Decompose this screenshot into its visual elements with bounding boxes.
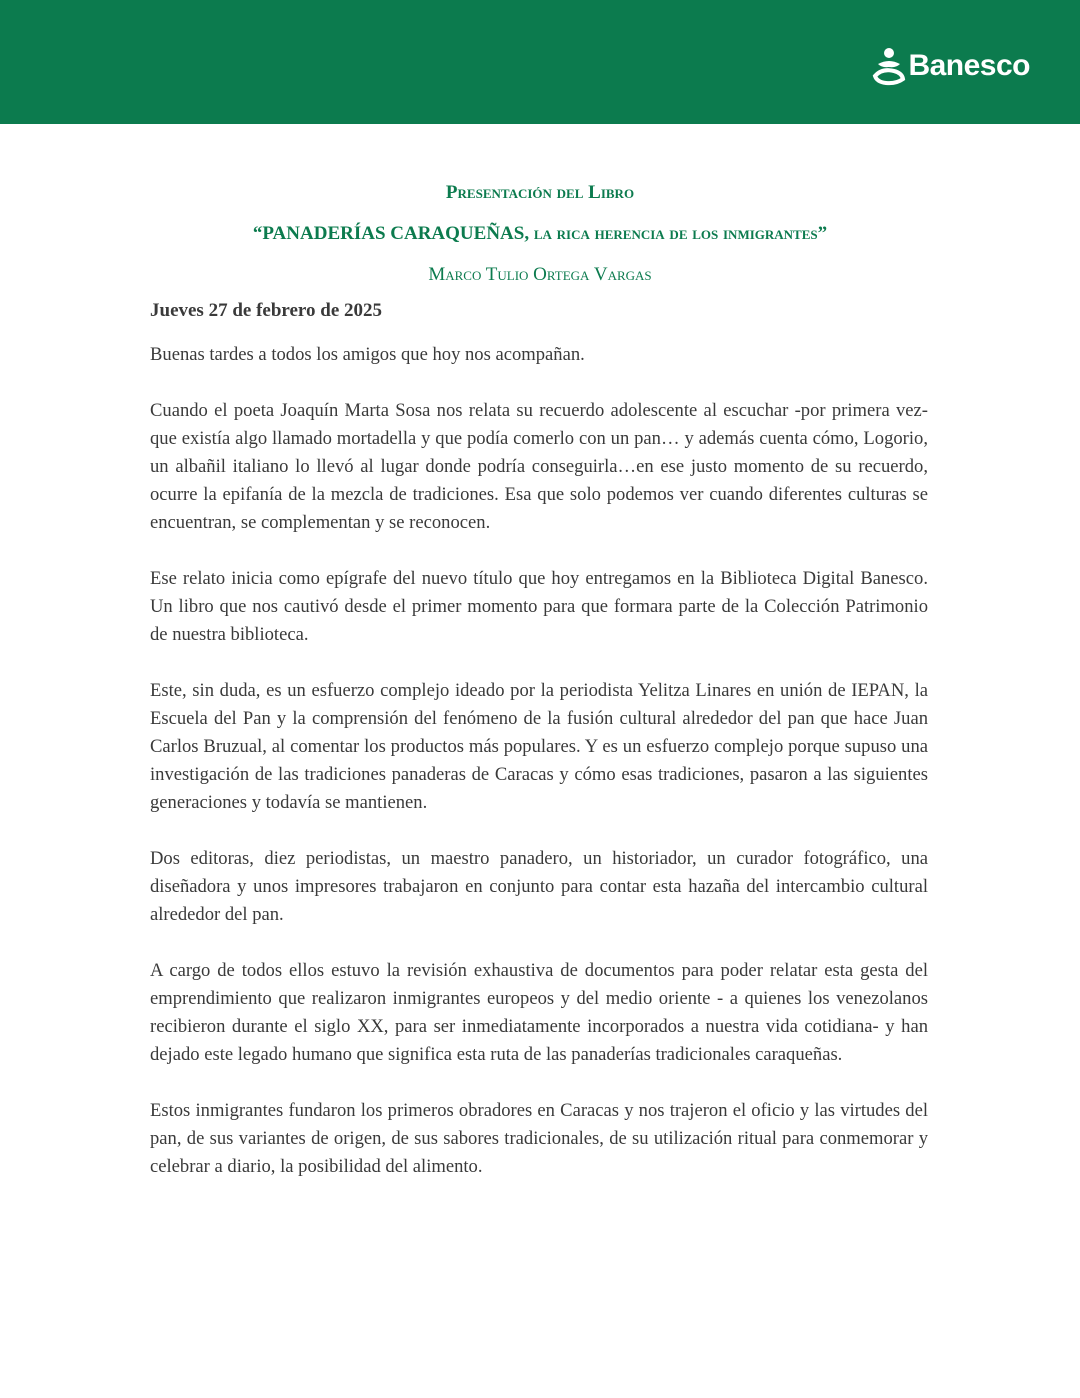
paragraph: Este, sin duda, es un esfuerzo complejo ideado por la periodista Yelitza Linares en unión de IEPAN, la Escuela del Pan y la comprensión del fenómeno de la fusión cultural alrededor del pan que hace Juan Carlos Bruzual, al comentar los productos más populares. Y es un esfuerzo complejo porque supuso una investigación de las tradiciones panaderas de Caracas y cómo esas tradiciones, pasaron a las siguientes generaciones y todavía se mantienen.: [150, 680, 928, 813]
paragraph: Ese relato inicia como epígrafe del nuevo título que hoy entregamos en la Biblioteca Digital Banesco. Un libro que nos cautivó desde el primer momento para que formara parte de la Colección Patrimonio de nuestra biblioteca.: [150, 568, 928, 645]
brand-logo: [872, 46, 1030, 86]
paragraph: Dos editoras, diez periodistas, un maestro panadero, un historiador, un curador fotográfico, una diseñadora y unos impresores trabajaron en conjunto para contar esta hazaña del intercambio cultural alrededor del pan.: [150, 848, 928, 925]
title-author: Marco Tulio Ortega Vargas: [428, 264, 652, 285]
title-book: “PANADERÍAS CARAQUEÑAS, la rica herencia de los inmigrantes”: [252, 223, 828, 244]
paragraph: A cargo de todos ellos estuvo la revisión exhaustiva de documentos para poder relatar esta gesta del emprendimiento que realizaron inmigrantes europeos y del medio oriente - a quienes los venezolanos recibieron durante el siglo XX, para ser inmediatamente incorporados a nuestra vida cotidiana- y han dejado este legado humano que significa esta ruta de las panaderías tradicionales caraqueñas.: [150, 960, 928, 1065]
paragraph: Estos inmigrantes fundaron los primeros obradores en Caracas y nos trajeron el oficio y las virtudes del pan, de sus variantes de origen, de sus sabores tradicionales, de su utilización ritual para conmemorar y celebrar a diario, la posibilidad del alimento.: [150, 1100, 928, 1177]
document-body: [150, 297, 928, 1209]
paragraph: Cuando el poeta Joaquín Marta Sosa nos relata su recuerdo adolescente al escuchar -por primera vez- que existía algo llamado mortadella y que podía comerlo con un pan… y además cuenta cómo, Logorio, un albañil italiano lo llevó al lugar donde podría conseguirla…en ese justo momento de su recuerdo, ocurre la epifanía de la mezcla de tradiciones. Esa que solo podemos ver cuando diferentes culturas se encuentran, se complementan y se reconocen.: [150, 400, 928, 533]
document-date: Jueves 27 de febrero de 2025: [150, 300, 383, 321]
paragraph: Buenas tardes a todos los amigos que hoy nos acompañan.: [150, 344, 585, 365]
banesco-figure-icon: [872, 46, 908, 86]
title-presentation: Presentación del Libro: [445, 182, 635, 203]
header-bar: [0, 0, 1080, 124]
brand-name: Banesco: [908, 49, 1030, 82]
document-titles: [150, 172, 930, 295]
